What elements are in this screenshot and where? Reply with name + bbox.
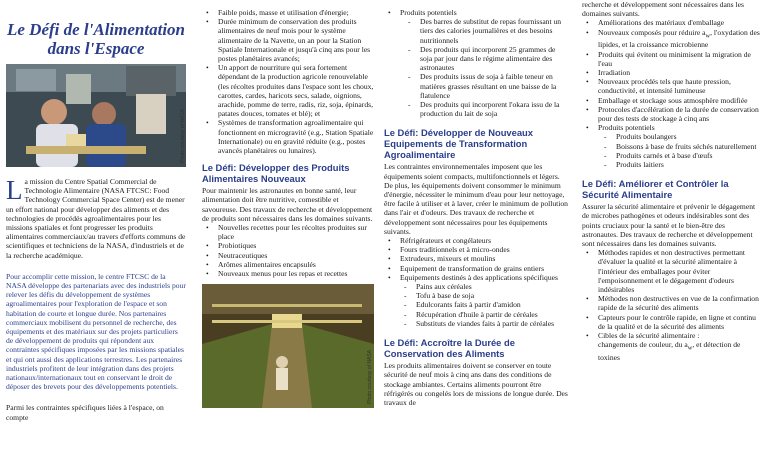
constraints-list xyxy=(202,8,374,155)
partnership-paragraph: Pour accomplir cette mission, le centre FTCSC de la NASA développe des partenariats avec des industriels pour relever les défis du développement de systèmes agroalimentaires pour l'exploration de l'espace et son habitation de courte et longue durée. Nos partenaires commerciaux mobilisent du personnel de recherche, des équipements et des matériaux sur des projets particuliers de développement de produits qui répondent aux contraintes spécifiques imposées par les missions spatiales et qui ont aussi des applications terrestres. Les partenaires industriels profitent de leur intégration dans des projets nationaux/internationaux tout en conservant le droit de déposer des brevets pour des développements potentiels. xyxy=(6,271,186,392)
photo-credit: Photo courtesy of NASA xyxy=(367,350,373,405)
section-heading: Le Défi: Améliorer et Contrôler la Sécurité Alimentaire xyxy=(582,178,729,201)
photo-credit: Photo courtesy of NASA xyxy=(180,109,186,163)
list-item: • Fours traditionnels et à micro-ondes xyxy=(400,245,569,254)
section-heading: Le Défi: Développer des Produits Alimentaires Nouveaux xyxy=(202,162,350,185)
constraints-intro: Parmi les contraintes spécifiques liées à l'espace, on compte xyxy=(6,403,164,422)
sub-list-item: - Boissons à base de fruits séchés naturellement xyxy=(616,142,762,151)
list-item: • Extrudeurs, mixeurs et moulins xyxy=(400,254,569,263)
list-item: • Nouveaux procédés tels que haute pression, conductivité, et intensité lumineuse xyxy=(598,77,762,95)
column-3 xyxy=(384,8,569,413)
list-item: • Faible poids, masse et utilisation d'énergie; xyxy=(218,8,374,17)
section-paragraph: Pour maintenir les astronautes en bonne santé, leur alimentation doit être nutritive, comestible et savoureuse. Des travaux de recherche et développement de produits sont nécessaires dans les domaines suivants. xyxy=(202,186,373,223)
section-paragraph: Assurer la sécurité alimentaire et prévenir le dégagement de microbes pathogènes et odeurs indésirables sont des points cruciaux pour la santé et le bien-être des astronautes. Des travaux de recherche et développement sont nécessaires dans les domaines suivants. xyxy=(582,202,756,248)
equipment-list xyxy=(384,236,569,328)
astronaut-photo-illustration xyxy=(6,64,186,167)
list-item: • Produits potentiels - Produits boulangers - Boissons à base de fruits séchés naturellement - Produits carnés et à base d'œufs - Produits laitiers xyxy=(598,123,762,169)
list-item: • Protocoles d'accélération de la durée de conservation pour des tests de stockage à cinq ans xyxy=(598,105,762,123)
intro-paragraph: La mission du Centre Spatial Commercial de Technologie Alimentaire (NASA FTCSC: Food Technology Commercial Space Center) est de mener un effort national pour développer des aliments et des technologies de procédés agroalimentaires pour les missions spatiales et font progresser les produits alimentaires commerciaux/au travers d'efforts communs de scientifiques et techniciens de la NASA, d'industriels et de la recherche académique. xyxy=(6,175,186,260)
list-item: • Capteurs pour le contrôle rapide, en ligne et continu de la qualité et de la sécurité des aliments xyxy=(598,313,762,331)
list-item: • Un apport de nourriture qui sera fortement dépendant de la production agricole renouvelable (les récoltes produites dans l'espace sont les choux, carottes, cardes, haricots secs, salade, oignions, arachide, pomme de terre, radis, riz, soja, épinards, patates douces, tomates et blé); et xyxy=(218,63,374,118)
section-paragraph: Les produits alimentaires doivent se conserver en toute sécurité de neuf mois à cinq ans dans des conditions de stockage ambiantes. Certains aliments pourront être réfrigérés ou congelés lors de missions de longue durée. Des travaux de xyxy=(384,361,568,407)
sub-list-item: - Produits carnés et à base d'œufs xyxy=(616,151,762,160)
list-item: • Produits potentiels - Des barres de substitut de repas fournissant un tiers des calories journalières et des besoins nutritionnels - Des produits qui incorporent 25 grammes de soja par jour dans le régime alimentaire des astronautes - Des produits issus de soja à faible teneur en matières grasses résultant en une baisse de la flatulence - Des produits qui incorporent l'okara issu de la production du lait de soja xyxy=(400,8,569,118)
greenhouse-photo-illustration xyxy=(202,284,374,408)
list-item: • Probiotiques xyxy=(218,241,374,250)
section-heading: Le Défi: Développer de Nouveaux Equipements de Transformation Agroalimentaire xyxy=(384,127,533,161)
new-products-list xyxy=(202,223,374,278)
sub-list xyxy=(598,132,762,169)
sub-list-item: - Des produits issus de soja à faible teneur en matières grasses résultant en une baisse de la flatulence xyxy=(420,72,569,100)
list-item: • Méthodes non destructives en vue de la confirmation rapide de la sécurité des aliments xyxy=(598,294,762,312)
sub-list-item: - Des barres de substitut de repas fournissant un tiers des calories journalières et des besoins nutritionnels xyxy=(420,17,569,45)
list-item: • Neutraceutiques xyxy=(218,251,374,260)
brochure-title: Le Défi de l'Alimentation dans l'Espace xyxy=(6,20,185,58)
greenhouse-photo xyxy=(202,284,374,408)
sub-list-item: - Pains aux céréales xyxy=(416,282,569,291)
safety-targets-line: changements de couleur, du $a_w$, et détection de toxines xyxy=(598,340,741,362)
sub-list-item: - Des produits qui incorporent 25 grammes de soja par jour dans le régime alimentaire des astronautes xyxy=(420,45,569,73)
column-2 xyxy=(202,8,374,408)
list-item: • Produits qui évitent ou minimisent la migration de l'eau xyxy=(598,50,762,68)
list-item: • Durée minimum de conservation des produits alimentaires de neuf mois pour le système alimentaire de la Navette, un an pour la Station Spatiale Internationale et jusqu'à cinq ans pour les postes planétaires avancés; xyxy=(218,17,374,63)
astronaut-photo xyxy=(6,64,186,167)
column-1 xyxy=(6,0,186,428)
continued-paragraph: recherche et développement sont nécessaires dans les domaines suivants. xyxy=(582,0,744,19)
sub-list xyxy=(400,282,569,328)
sub-list-item: - Récupération d'huile à partir de céréales xyxy=(416,310,569,319)
list-item: • Equipement de transformation de grains entiers xyxy=(400,264,569,273)
section-heading: Le Défi: Accroître la Durée de Conservation des Aliments xyxy=(384,337,515,360)
shelf-life-list xyxy=(582,18,762,169)
list-item: • Emballage et stockage sous atmosphère modifiée xyxy=(598,96,762,105)
list-item: • Equipements destinés à des applications spécifiques - Pains aux céréales - Tofu à base de soja - Edulcorants faits à partir d'amidon - Récupération d'huile à partir de céréales - Substituts de viandes faits à partir de céréales xyxy=(400,273,569,328)
food-safety-list xyxy=(582,248,762,340)
drop-cap: L xyxy=(6,175,23,205)
column-4 xyxy=(582,0,762,362)
section-paragraph: Les contraintes environnementales imposent que les équipements soient compacts, multifonctionnels et légers. De plus, les équipements doivent consommer le minimum d'énergie, nécessiter le minimum d'eau pour leur nettoyage, être facile à utiliser et à laver, créer le minimum de pollution dans l'air et d'odeurs. Des travaux de recherche et développement sont nécessaires pour les équipements suivants. xyxy=(384,162,568,236)
list-item: • Méthodes rapides et non destructives permettant d'évaluer la qualité et la sécurité alimentaire à l'intérieur des emballages pour éviter l'empoisonnement et le dégagement d'odeurs indésirables xyxy=(598,248,762,294)
list-item: • Irradiation xyxy=(598,68,762,77)
list-item: • Nouvelles recettes pour les récoltes produites sur place xyxy=(218,223,374,241)
list-item: • Réfrigérateurs et congélateurs xyxy=(400,236,569,245)
sub-list-item: - Produits laitiers xyxy=(616,160,762,169)
sub-list xyxy=(400,17,569,118)
sub-list-item: - Des produits qui incorporent l'okara issu de la production du lait de soja xyxy=(420,100,569,118)
potential-products-list xyxy=(384,8,569,118)
sub-list-item: - Tofu à base de soja xyxy=(416,291,569,300)
list-item: • Systèmes de transformation agroalimentaire qui fonctionnent en microgravité (e.g., Station Spatiale Internationale) ou en gravité réduite (e.g., postes avancés planétaires ou lunaires). xyxy=(218,118,374,155)
list-item: • Nouveaux menus pour les repas et recettes xyxy=(218,269,374,278)
list-item: • Cibles de la sécurité alimentaire : xyxy=(598,331,762,340)
list-item: • Améliorations des matériaux d'emballage xyxy=(598,18,762,27)
sub-list-item: - Produits boulangers xyxy=(616,132,762,141)
sub-list-item: - Edulcorants faits à partir d'amidon xyxy=(416,300,569,309)
sub-list-item: - Substituts de viandes faits à partir de céréales xyxy=(416,319,569,328)
list-item: • Arômes alimentaires encapsulés xyxy=(218,260,374,269)
list-item: • Nouveaux composés pour réduire $a_w$, l'oxydation des lipides, et la croissance microbienne xyxy=(598,28,762,50)
